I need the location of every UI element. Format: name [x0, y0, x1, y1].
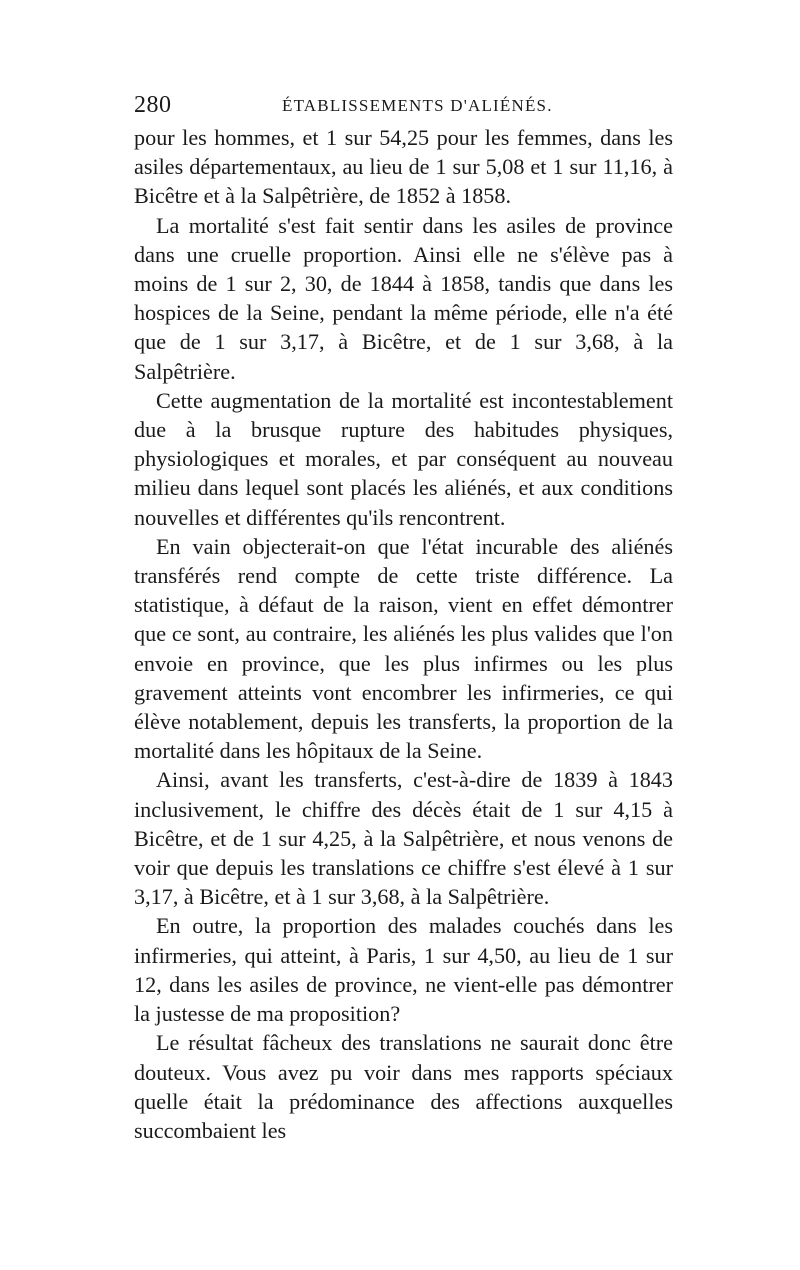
running-title: ÉTABLISSEMENTS D'ALIÉNÉS. [282, 96, 553, 115]
paragraph-6: En outre, la proportion des malades couchés dans les infirmeries, qui atteint, à Paris, 1 sur 4,50, au lieu de 1 sur 12, dans les asiles de province, ne vient-elle pas démontrer la justesse de ma proposition? [134, 913, 673, 1027]
paragraph-4: En vain objecterait-on que l'état incurable des aliénés transférés rend compte de cette triste différence. La statistique, à défaut de la raison, vient en effet démontrer que ce sont, au contraire, les aliénés les plus valides que l'on envoie en province, que les plus infirmes ou les plus gravement atteints vont encombrer les infirmeries, ce qui élève notablement, depuis les transferts, la proportion de la mortalité dans les hôpitaux de la Seine. [134, 533, 673, 764]
paragraph-3: Cette augmentation de la mortalité est incontestablement due à la brusque rupture des habitudes physiques, physiologiques et morales, et par conséquent au nouveau milieu dans lequel sont placés les aliénés, et aux conditions nouvelles et différentes qu'ils rencontrent. [134, 387, 673, 530]
paragraph-1: pour les hommes, et 1 sur 54,25 pour les femmes, dans les asiles départementaux, au lieu de 1 sur 5,08 et 1 sur 11,16, à Bicêtre et à la Salpêtrière, de 1852 à 1858. [134, 125, 673, 209]
paragraph-5: Ainsi, avant les transferts, c'est-à-dire de 1839 à 1843 inclusivement, le chiffre des décès était de 1 sur 4,15 à Bicêtre, et de 1 sur 4,25, à la Salpêtrière, et nous venons de voir que depuis les translations ce chiffre s'est élevé à 1 sur 3,17, à Bicêtre, et à 1 sur 3,68, à la Salpêtrière. [134, 767, 673, 910]
body-text [134, 123, 673, 1145]
paragraph-7: Le résultat fâcheux des translations ne saurait donc être douteux. Vous avez pu voir dans mes rapports spéciaux quelle était la prédominance des affections auxquelles succombaient les [134, 1030, 673, 1143]
running-head [134, 92, 674, 122]
page-number: 280 [134, 92, 172, 118]
paragraph-2: La mortalité s'est fait sentir dans les asiles de province dans une cruelle proportion. Ainsi elle ne s'élève pas à moins de 1 sur 2, 30, de 1844 à 1858, tandis que dans les hospices de la Seine, pendant la même période, elle n'a été que de 1 sur 3,17, à Bicêtre, et de 1 sur 3,68, à la Salpêtrière. [134, 212, 673, 384]
